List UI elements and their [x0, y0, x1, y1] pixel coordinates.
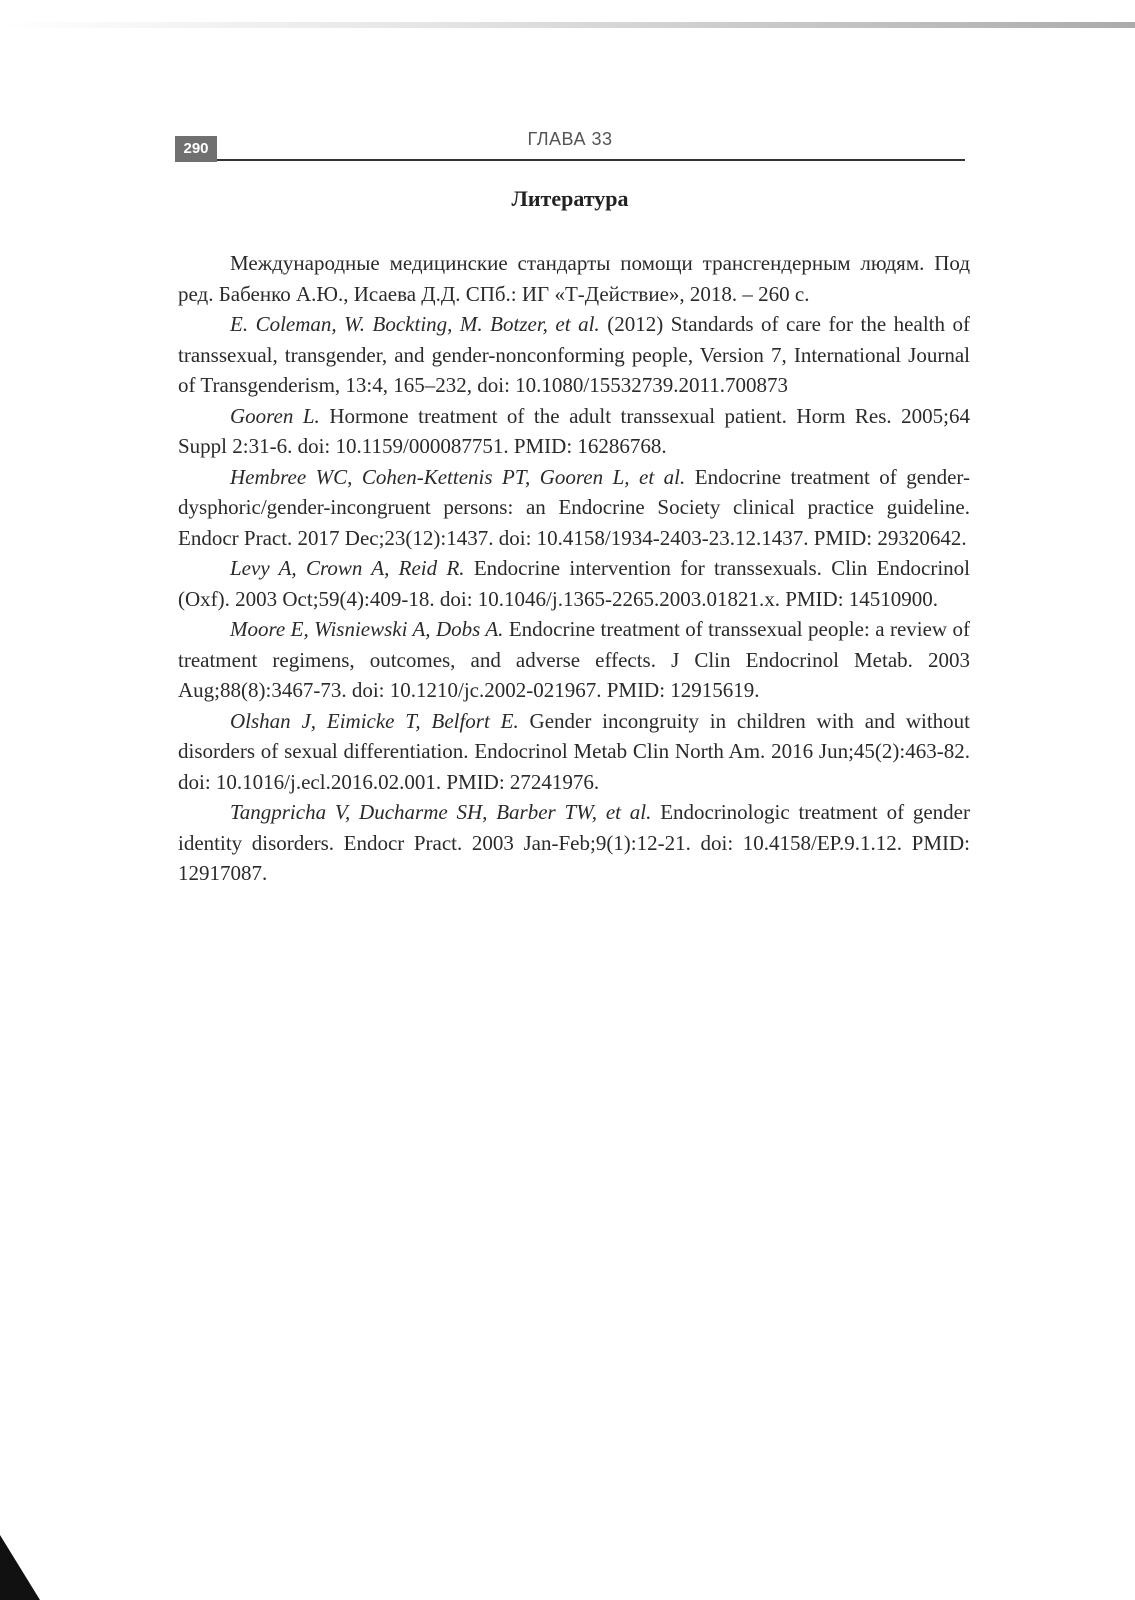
reference-authors: Gooren L. — [230, 403, 320, 428]
reference-item — [178, 309, 970, 401]
reference-item — [178, 248, 970, 309]
reference-authors: Olshan J, Eimicke T, Belfort E. — [230, 708, 519, 733]
reference-item — [178, 553, 970, 614]
reference-text: Endocrine treatment of gender-dysphoric/gender-incongruent persons: an Endocrine Society clinical practice guideline. Endocr Pract. 2017 Dec;23(12):1437. doi: 10.4158/1934-2403-23.12.1437. PMID: 29320642. — [178, 464, 970, 550]
reference-text: Endocrine treatment of transsexual people: a review of treatment regimens, outcomes, and adverse effects. J Clin Endocrinol Metab. 2003 Aug;88(8):3467-73. doi: 10.1210/jc.2002-021967. PMID: 12915619. — [178, 617, 970, 702]
reference-authors: E. Coleman, W. Bockting, M. Botzer, et al. — [230, 312, 600, 336]
reference-text: Gender incongruity in children with and without disorders of sexual differentiation. Endocrinol Metab Clin North Am. 2016 Jun;45(2):463-82. doi: 10.1016/j.ecl.2016.02.001. PMID: 27241976. — [178, 708, 970, 794]
reference-text: Endocrinologic treatment of gender identity disorders. Endocr Pract. 2003 Jan-Feb;9(1):12-21. doi: 10.4158/EP.9.1.12. PMID: 12917087. — [178, 800, 970, 885]
reference-list — [178, 248, 970, 889]
page-edge-shadow — [0, 22, 1135, 28]
reference-authors: Moore E, Wisniewski A, Dobs A. — [230, 617, 504, 641]
header-rule — [217, 159, 965, 161]
chapter-title: ГЛАВА 33 — [527, 129, 613, 149]
page-header — [175, 126, 965, 162]
reference-item — [178, 706, 970, 798]
reference-authors: Levy A, Crown A, Reid R. — [230, 556, 465, 580]
reference-authors: Hembree WC, Cohen-Kettenis PT, Gooren L, et al. — [230, 464, 686, 489]
page-corner-shadow — [0, 1535, 40, 1600]
page-number: 290 — [175, 136, 217, 162]
reference-text: (2012) Standards of care for the health of transsexual, transgender, and gender-nonconforming people, Version 7, International Journal of Transgenderism, 13:4, 165–232, doi: 10.1080/15532739.2011.700873 — [178, 312, 970, 397]
reference-text: Hormone treatment of the adult transsexual patient. Horm Res. 2005;64 Suppl 2:31-6. doi: 10.1159/000087751. PMID: 16286768. — [178, 403, 970, 458]
reference-item — [178, 797, 970, 889]
section-title: Литература — [511, 186, 629, 211]
reference-item — [178, 462, 970, 554]
reference-authors: Tangpricha V, Ducharme SH, Barber TW, et al. — [230, 800, 652, 824]
reference-item — [178, 401, 970, 462]
reference-item — [178, 614, 970, 706]
reference-text: Международные медицинские стандарты помощи трансгендерным людям. Под ред. Бабенко А.Ю., Исаева Д.Д. СПб.: ИГ «Т-Действие», 2018. – 260 с. — [178, 251, 970, 306]
reference-text: Endocrine intervention for transsexuals. Clin Endocrinol (Oxf). 2003 Oct;59(4):409-18. doi: 10.1046/j.1365-2265.2003.01821.x. PMID: 14510900. — [178, 556, 970, 611]
